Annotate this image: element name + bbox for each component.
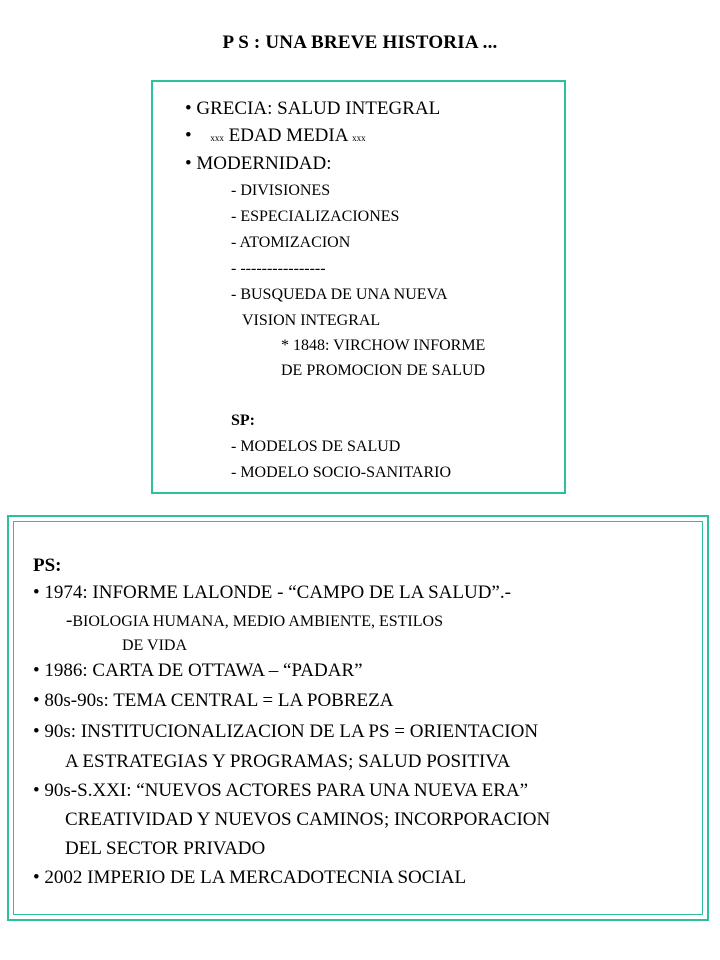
ps-item-1986: • 1986: CARTA DE OTTAWA – “PADAR”: [33, 660, 363, 681]
list-item-edad-media: [185, 125, 366, 147]
dash: -: [66, 610, 73, 631]
decor-prefix: xxx: [210, 133, 224, 143]
page-title: P S : UNA BREVE HISTORIA ...: [222, 32, 498, 53]
ps-item-90s-sxxi-cont2: DEL SECTOR PRIVADO: [65, 838, 266, 859]
ps-box: [7, 515, 709, 921]
ps-item-1974: • 1974: INFORME LALONDE - “CAMPO DE LA SALUD”.-: [33, 582, 511, 603]
list-item-grecia: • GRECIA: SALUD INTEGRAL: [185, 98, 441, 119]
sp-heading: SP:: [231, 412, 255, 429]
ps-item-2002: • 2002 IMPERIO DE LA MERCADOTECNIA SOCIAL: [33, 867, 467, 888]
sub-item-busqueda-cont: VISION INTEGRAL: [242, 312, 381, 329]
ps-item-1974-sub: [66, 610, 443, 632]
ps-item-1974-sub-cont: DE VIDA: [122, 637, 188, 654]
ps-heading: PS:: [33, 555, 62, 576]
sp-item-socio-sanitario: - MODELO SOCIO-SANITARIO: [231, 464, 452, 481]
sub-item-divisiones: - DIVISIONES: [231, 182, 331, 199]
ps-item-90s-cont: A ESTRATEGIAS Y PROGRAMAS; SALUD POSITIVA: [65, 751, 511, 772]
decor-suffix: xxx: [352, 133, 366, 143]
edad-media-label: EDAD MEDIA: [228, 125, 348, 146]
ps-item-80s90s: • 80s-90s: TEMA CENTRAL = LA POBREZA: [33, 690, 394, 711]
sub-sub-item-virchow-cont: DE PROMOCION DE SALUD: [281, 362, 486, 379]
sub-item-especializaciones: - ESPECIALIZACIONES: [231, 208, 400, 225]
sub-item-atomizacion: - ATOMIZACION: [231, 234, 351, 251]
bullet: •: [185, 125, 192, 146]
sp-item-modelos: - MODELOS DE SALUD: [231, 438, 401, 455]
ps-item-90s-sxxi-cont1: CREATIVIDAD Y NUEVOS CAMINOS; INCORPORACION: [65, 809, 551, 830]
ps-item-90s-sxxi: • 90s-S.XXI: “NUEVOS ACTORES PARA UNA NUEVA ERA”: [33, 780, 529, 801]
ps-item-1974-sub-text: BIOLOGIA HUMANA, MEDIO AMBIENTE, ESTILOS: [72, 613, 443, 630]
list-item-modernidad: • MODERNIDAD:: [185, 153, 332, 174]
sub-sub-item-virchow: * 1848: VIRCHOW INFORME: [281, 337, 486, 354]
ps-item-90s: • 90s: INSTITUCIONALIZACION DE LA PS = ORIENTACION: [33, 721, 539, 742]
sub-item-dashes: - ----------------: [231, 260, 326, 277]
sub-item-busqueda: - BUSQUEDA DE UNA NUEVA: [231, 286, 448, 303]
